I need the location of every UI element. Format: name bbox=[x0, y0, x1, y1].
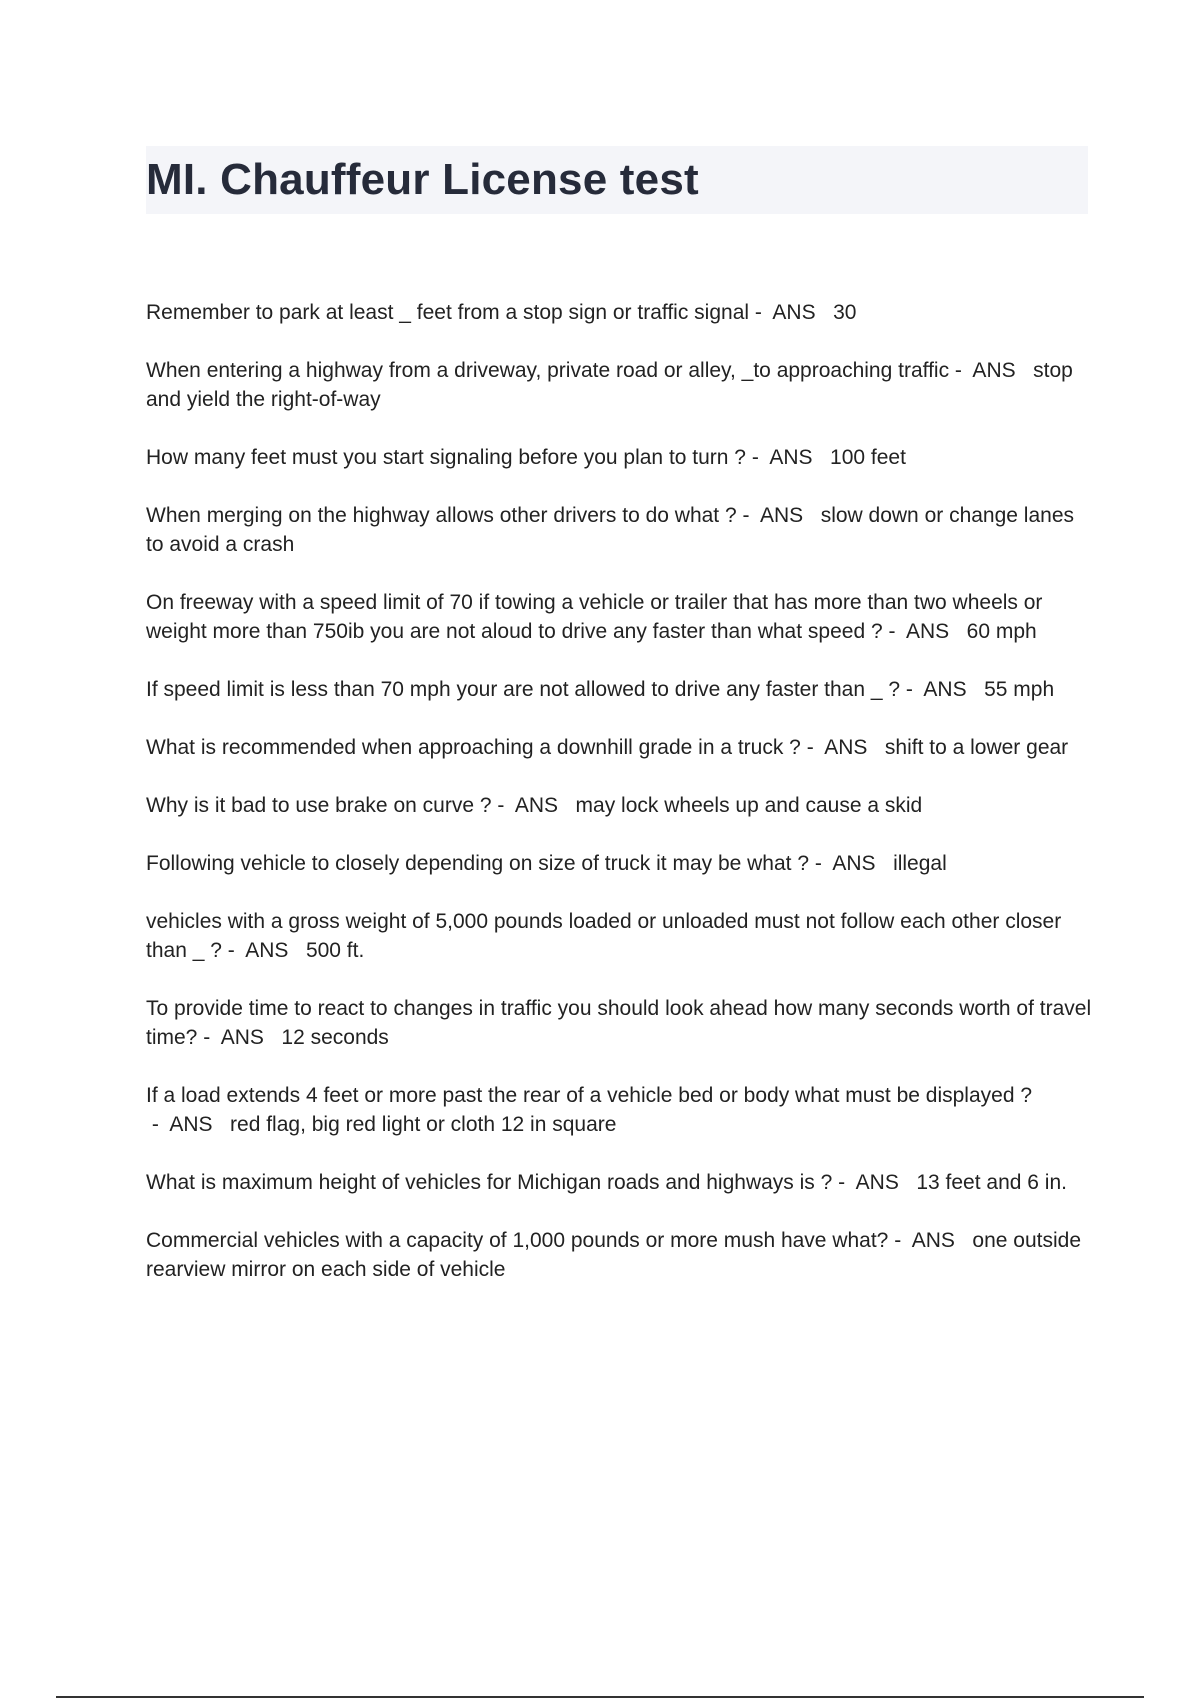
qa-item bbox=[146, 1081, 1096, 1139]
answer-label: - ANS bbox=[888, 1229, 973, 1252]
answer-label: - ANS bbox=[749, 301, 834, 324]
answer-label: - ANS bbox=[221, 939, 306, 962]
answer-label: - ANS bbox=[800, 736, 885, 759]
question-text: What is recommended when approaching a downhill grade in a truck ? bbox=[146, 736, 801, 759]
answer-text: shift to a lower gear bbox=[884, 736, 1069, 759]
answer-text: illegal bbox=[893, 852, 947, 875]
qa-item bbox=[146, 501, 1096, 559]
question-text: To provide time to react to changes in traffic you should look ahead how many seconds worth of travel time? bbox=[146, 997, 1092, 1049]
answer-text: 13 feet and 6 in. bbox=[916, 1171, 1067, 1194]
qa-item bbox=[146, 298, 1096, 327]
footer-rule bbox=[56, 1696, 1144, 1698]
question-answer-list bbox=[146, 298, 1096, 1313]
qa-item bbox=[146, 994, 1096, 1052]
answer-text: stop and yield the right-of-way bbox=[146, 359, 1073, 411]
answer-text: red flag, big red light or cloth 12 in square bbox=[230, 1113, 617, 1136]
qa-item bbox=[146, 1168, 1096, 1197]
answer-text: 500 ft. bbox=[305, 939, 365, 962]
answer-label: - ANS bbox=[746, 446, 831, 469]
question-text: When entering a highway from a driveway, private road or alley, _to approaching traffic bbox=[146, 359, 950, 382]
qa-item bbox=[146, 675, 1096, 704]
question-text: Remember to park at least _ feet from a stop sign or traffic signal bbox=[146, 301, 750, 324]
answer-label: - ANS bbox=[736, 504, 821, 527]
question-text: If speed limit is less than 70 mph your are not allowed to drive any faster than _ ? bbox=[146, 678, 901, 701]
question-text: If a load extends 4 feet or more past the rear of a vehicle bed or body what must be displayed ? bbox=[146, 1084, 1033, 1107]
answer-label: - ANS bbox=[949, 359, 1034, 382]
qa-item bbox=[146, 356, 1096, 414]
answer-text: 30 bbox=[833, 301, 857, 324]
answer-label: - ANS bbox=[900, 678, 985, 701]
answer-text: may lock wheels up and cause a skid bbox=[575, 794, 923, 817]
page-title: MI. Chauffeur License test bbox=[146, 155, 699, 204]
question-text: How many feet must you start signaling before you plan to turn ? bbox=[146, 446, 746, 469]
answer-label: - ANS bbox=[146, 1113, 231, 1136]
qa-item bbox=[146, 443, 1096, 472]
answer-text: 60 mph bbox=[966, 620, 1037, 643]
question-text: What is maximum height of vehicles for Michigan roads and highways is ? bbox=[146, 1171, 833, 1194]
question-text: vehicles with a gross weight of 5,000 pounds loaded or unloaded must not follow each other closer than _ ? bbox=[146, 910, 1062, 962]
question-text: Why is it bad to use brake on curve ? bbox=[146, 794, 492, 817]
qa-item bbox=[146, 733, 1096, 762]
answer-text: 12 seconds bbox=[281, 1026, 389, 1049]
answer-text: one outside rearview mirror on each side of vehicle bbox=[146, 1229, 1081, 1281]
qa-item bbox=[146, 1226, 1096, 1284]
qa-item bbox=[146, 791, 1096, 820]
answer-text: slow down or change lanes to avoid a crash bbox=[146, 504, 1075, 556]
answer-label: - ANS bbox=[832, 1171, 917, 1194]
question-text: Commercial vehicles with a capacity of 1,000 pounds or more mush have what? bbox=[146, 1229, 889, 1252]
qa-item bbox=[146, 588, 1096, 646]
question-text: On freeway with a speed limit of 70 if towing a vehicle or trailer that has more than two wheels or weight more than 750ib you are not aloud to drive any faster than what speed ? bbox=[146, 591, 1043, 643]
title-banner bbox=[146, 146, 1088, 214]
answer-label: - ANS bbox=[491, 794, 576, 817]
answer-label: - ANS bbox=[197, 1026, 282, 1049]
answer-label: - ANS bbox=[809, 852, 894, 875]
answer-text: 100 feet bbox=[830, 446, 906, 469]
question-text: Following vehicle to closely depending on size of truck it may be what ? bbox=[146, 852, 810, 875]
answer-text: 55 mph bbox=[984, 678, 1055, 701]
question-text: When merging on the highway allows other drivers to do what ? bbox=[146, 504, 737, 527]
answer-label: - ANS bbox=[882, 620, 967, 643]
qa-item bbox=[146, 907, 1096, 965]
qa-item bbox=[146, 849, 1096, 878]
